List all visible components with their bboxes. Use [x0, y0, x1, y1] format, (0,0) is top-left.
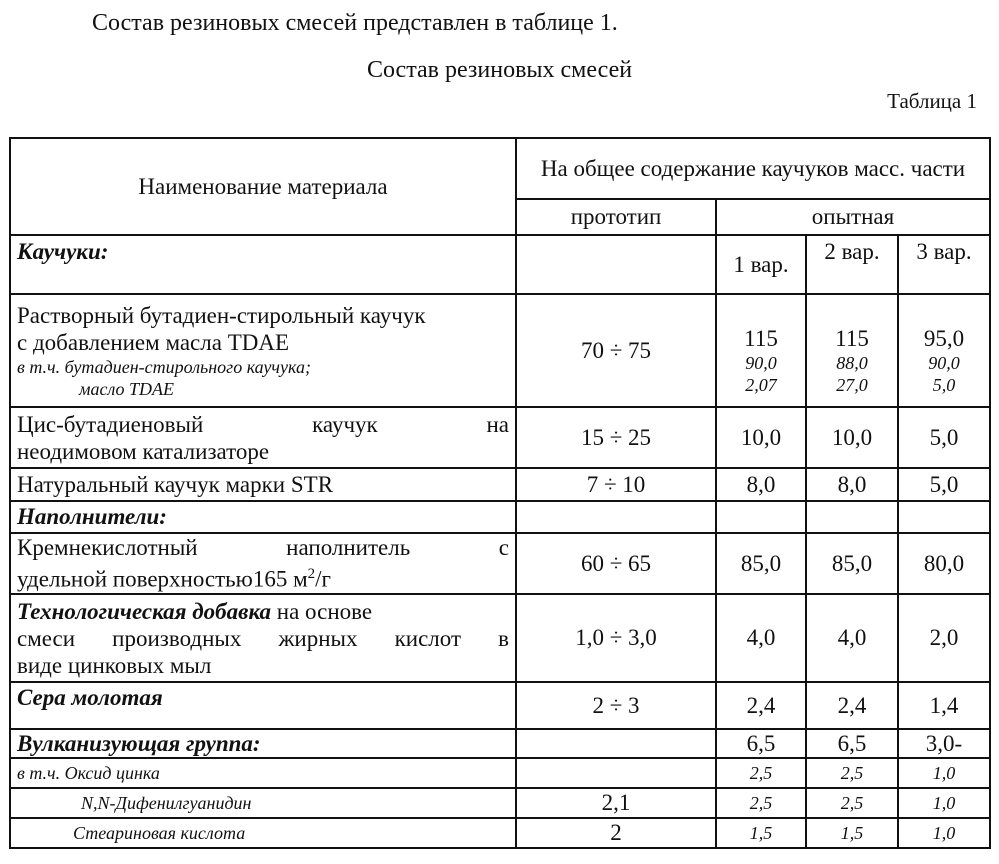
text: на основе — [271, 598, 373, 624]
value: 1,0 — [898, 818, 990, 848]
header-material: Наименование материала — [10, 138, 516, 235]
material-sub: масло TDAE — [79, 378, 175, 399]
value: 115 — [744, 325, 778, 351]
table-header-row — [10, 138, 990, 199]
material-cell — [10, 294, 516, 407]
material-name: Кремнекислотный наполнитель с — [17, 535, 509, 561]
intro-text: Состав резиновых смесей представлен в таблице 1. — [92, 10, 618, 36]
value: 2,4 — [716, 682, 806, 729]
header-group: На общее содержание каучуков масс. части — [516, 138, 990, 199]
v1-cell — [716, 294, 806, 407]
value: 5,0 — [932, 374, 956, 395]
value: 115 — [835, 325, 869, 351]
header-v2: 2 вар. — [806, 235, 898, 294]
value: 90,0 — [928, 352, 960, 373]
prototype-value: 60 ÷ 65 — [516, 533, 716, 594]
value: 6,5 — [806, 729, 898, 758]
material-cell — [10, 594, 516, 682]
material-cell — [10, 407, 516, 468]
section-fillers: Наполнители: — [10, 501, 516, 533]
material-name: смеси производных жирных кислот в — [17, 625, 509, 651]
value: 3,0- — [898, 729, 990, 758]
composition-table — [9, 137, 991, 849]
value: 2,5 — [806, 758, 898, 788]
value: 80,0 — [898, 533, 990, 594]
value: 90,0 — [745, 352, 777, 373]
table-caption: Состав резиновых смесей — [366, 57, 633, 83]
v3-cell — [898, 294, 990, 407]
value: 1,0 — [898, 758, 990, 788]
table-row — [10, 594, 990, 682]
value: 88,0 — [836, 352, 868, 373]
text: удельной поверхностью165 м — [17, 566, 308, 592]
value: 27,0 — [836, 374, 868, 395]
section-rubbers: Каучуки: — [10, 235, 516, 294]
material-name: Сера молотая — [10, 682, 516, 729]
table-row — [10, 758, 990, 788]
superscript: 2 — [307, 566, 316, 583]
section-vulcanizing: Вулканизующая группа: — [10, 729, 516, 758]
value: 2,5 — [716, 758, 806, 788]
material-name: неодимовом катализаторе — [17, 438, 270, 464]
value: 5,0 — [898, 407, 990, 468]
empty-cell — [898, 501, 990, 533]
prototype-value: 70 ÷ 75 — [516, 294, 716, 407]
empty-cell — [516, 758, 716, 788]
value: 10,0 — [716, 407, 806, 468]
value: 85,0 — [716, 533, 806, 594]
value: 6,5 — [716, 729, 806, 758]
material-name: Натуральный каучук марки STR — [10, 468, 516, 501]
material-name: в т.ч. Оксид цинка — [10, 758, 516, 788]
table-row — [10, 235, 990, 294]
value: 1,5 — [716, 818, 806, 848]
prototype-value: 2,1 — [516, 788, 716, 818]
value: 95,0 — [923, 325, 965, 351]
value: 2,07 — [745, 374, 777, 395]
v2-cell — [806, 294, 898, 407]
table-row — [10, 818, 990, 848]
value: 1,0 — [898, 788, 990, 818]
material-name: виде цинковых мыл — [17, 652, 212, 678]
header-v3: 3 вар. — [898, 235, 990, 294]
value: 85,0 — [806, 533, 898, 594]
table-row — [10, 407, 990, 468]
empty-cell — [806, 501, 898, 533]
prototype-value: 7 ÷ 10 — [516, 468, 716, 501]
material-name: Растворный бутадиен-стирольный каучук — [17, 302, 426, 328]
value: 8,0 — [716, 468, 806, 501]
material-cell — [10, 533, 516, 594]
table-row — [10, 788, 990, 818]
material-name — [17, 598, 509, 625]
value: 2,5 — [806, 788, 898, 818]
header-prototype: прототип — [516, 199, 716, 235]
value: 2,0 — [898, 594, 990, 682]
table-row — [10, 533, 990, 594]
value: 2,5 — [716, 788, 806, 818]
header-v1: 1 вар. — [716, 235, 806, 294]
prototype-value: 1,0 ÷ 3,0 — [516, 594, 716, 682]
table-row — [10, 501, 990, 533]
value: 8,0 — [806, 468, 898, 501]
value: 10,0 — [806, 407, 898, 468]
material-name: N,N-Дифенилгуанидин — [10, 788, 516, 818]
table-row — [10, 294, 990, 407]
material-name: с добавлением масла TDAE — [17, 329, 290, 355]
value: 4,0 — [716, 594, 806, 682]
header-experimental: опытная — [716, 199, 990, 235]
value: 4,0 — [806, 594, 898, 682]
table-row — [10, 468, 990, 501]
prototype-value: 2 ÷ 3 — [516, 682, 716, 729]
prototype-value: 15 ÷ 25 — [516, 407, 716, 468]
empty-cell — [716, 501, 806, 533]
empty-cell — [516, 235, 716, 294]
value: 1,5 — [806, 818, 898, 848]
table-number: Таблица 1 — [887, 89, 977, 113]
empty-cell — [516, 501, 716, 533]
material-sub: в т.ч. бутадиен-стирольного каучука; — [17, 356, 311, 377]
empty-cell — [516, 729, 716, 758]
material-name: Цис-бутадиеновый каучук на — [17, 411, 509, 437]
prototype-value: 2 — [516, 818, 716, 848]
material-name: Стеариновая кислота — [10, 818, 516, 848]
value: 1,4 — [898, 682, 990, 729]
value: 2,4 — [806, 682, 898, 729]
text: /г — [315, 566, 331, 592]
table-row — [10, 682, 990, 729]
material-name — [17, 561, 509, 593]
table-row — [10, 729, 990, 758]
value: 5,0 — [898, 468, 990, 501]
material-name-bold: Технологическая добавка — [17, 598, 272, 624]
